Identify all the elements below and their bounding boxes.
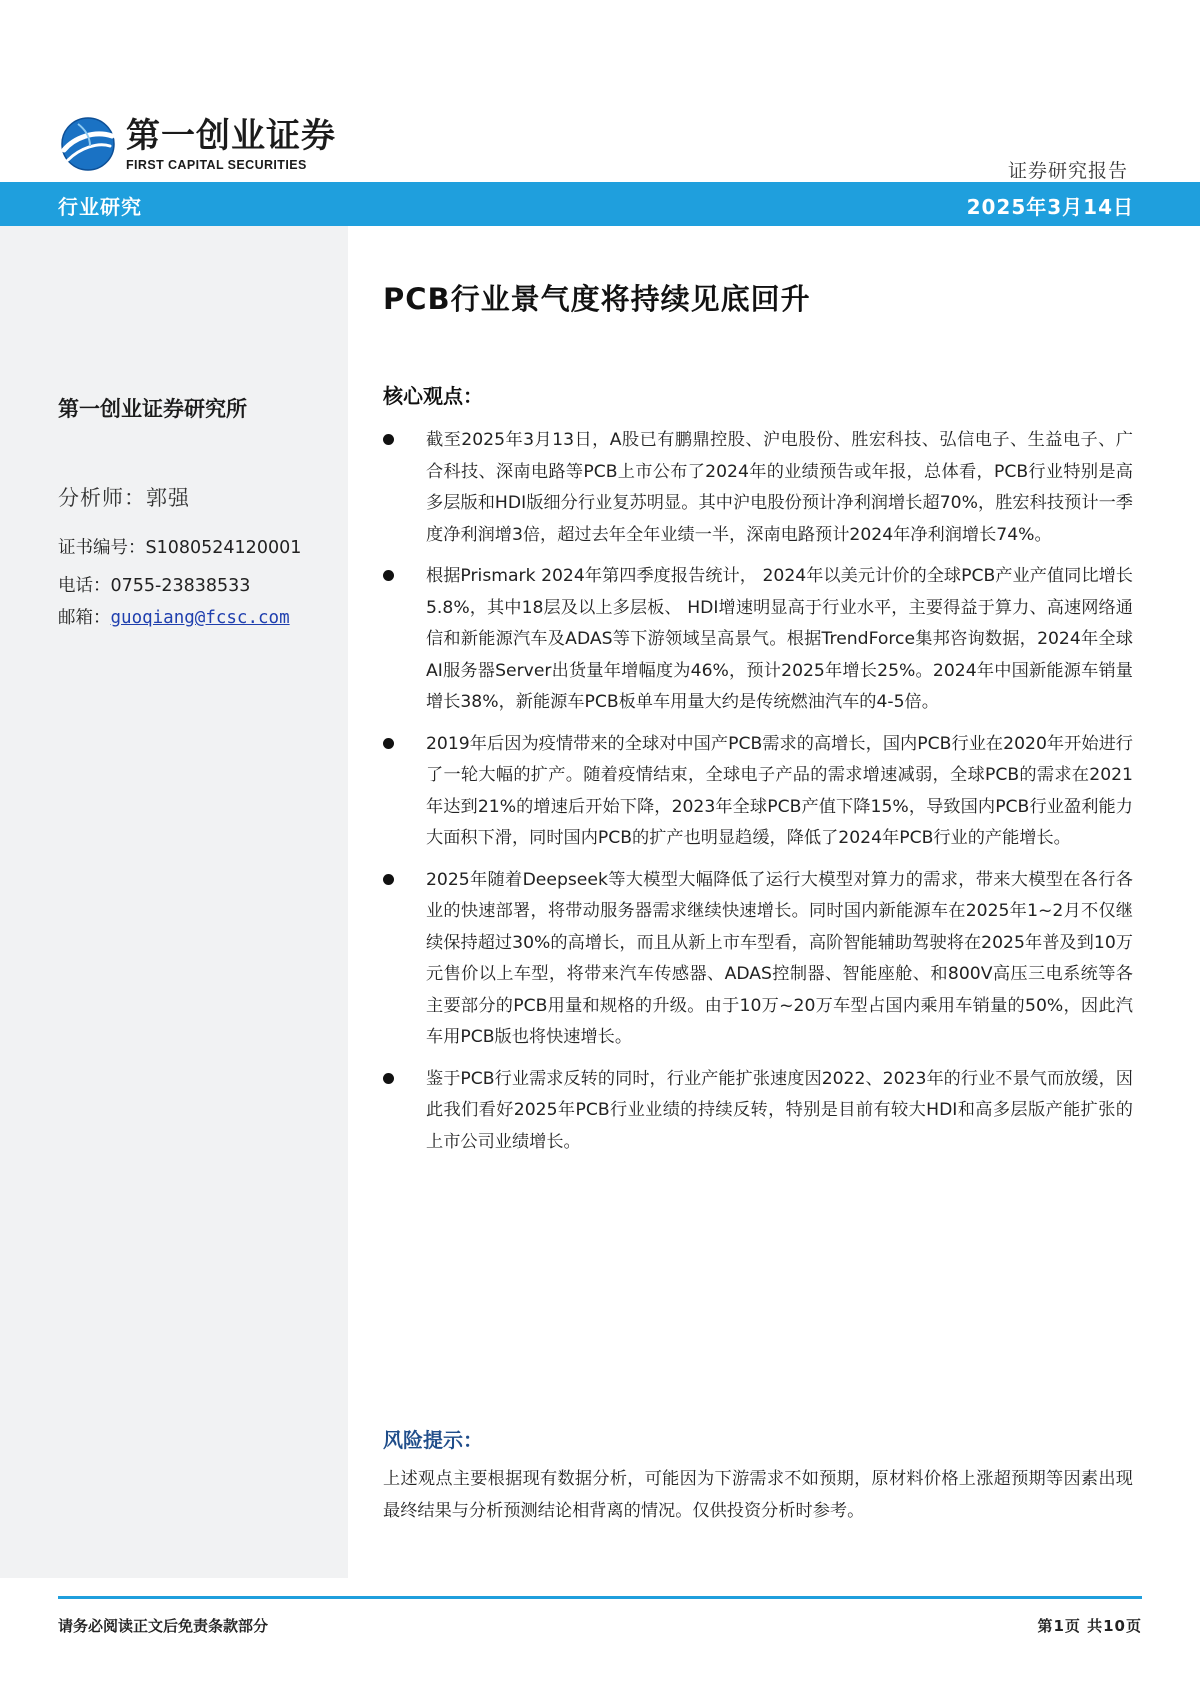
footer-divider bbox=[58, 1596, 1142, 1599]
list-item bbox=[383, 425, 1133, 551]
page-indicator: 第1页 共10页 bbox=[1037, 1617, 1142, 1635]
research-institute: 第一创业证券研究所 bbox=[58, 396, 247, 421]
report-date: 2025年3月14日 bbox=[966, 195, 1134, 219]
bullet-icon bbox=[383, 738, 394, 749]
bullet-text: 截至2025年3月13日，A股已有鹏鼎控股、沪电股份、胜宏科技、弘信电子、生益电子、广合科技、深南电路等PCB上市公布了2024年的业绩预告或年报，总体看，PCB行业特别是高多层版和HDI版细分行业复苏明显。其中沪电股份预计净利润增长超70%，胜宏科技预计一季度净利润增3倍，超过去年全年业绩一半，深南电路预计2024年净利润增长74%。 bbox=[426, 430, 1133, 545]
logo-name-cn: 第一创业证券 bbox=[126, 116, 336, 156]
bullet-icon bbox=[383, 874, 394, 885]
globe-logo-icon bbox=[60, 116, 116, 172]
email-row bbox=[58, 604, 290, 629]
email-label: 邮箱： bbox=[58, 608, 111, 628]
email-link[interactable]: guoqiang@fcsc.com bbox=[110, 608, 290, 628]
phone-number: 电话：0755-23838533 bbox=[58, 576, 251, 596]
list-item bbox=[383, 729, 1133, 855]
core-views-list bbox=[383, 425, 1133, 1158]
list-item bbox=[383, 561, 1133, 719]
bullet-icon bbox=[383, 1073, 394, 1084]
logo-name-en: FIRST CAPITAL SECURITIES bbox=[126, 158, 307, 172]
header-band bbox=[0, 182, 1200, 226]
report-title: PCB行业景气度将持续见底回升 bbox=[383, 282, 811, 316]
list-item bbox=[383, 865, 1133, 1054]
footer-disclaimer: 请务必阅读正文后免责条款部分 bbox=[58, 1617, 269, 1635]
bullet-icon bbox=[383, 434, 394, 445]
sidebar-panel bbox=[0, 226, 348, 1578]
analyst-name: 分析师：郭强 bbox=[58, 486, 190, 510]
bullet-icon bbox=[383, 570, 394, 581]
risk-text: 上述观点主要根据现有数据分析，可能因为下游需求不如预期，原材料价格上涨超预期等因素出现最终结果与分析预测结论相背离的情况。仅供投资分析时参考。 bbox=[383, 1469, 1133, 1521]
bullet-text: 2025年随着Deepseek等大模型大幅降低了运行大模型对算力的需求，带来大模型在各行各业的快速部署，将带动服务器需求继续快速增长。同时国内新能源车在2025年1~2月不仅继续保持超过30%的高增长，而且从新上市车型看，高阶智能辅助驾驶将在2025年普及到10万元售价以上车型，将带来汽车传感器、ADAS控制器、智能座舱、和800V高压三电系统等各主要部分的PCB用量和规格的升级。由于10万~20万车型占国内乘用车销量的50%，因此汽车用PCB版也将快速增长。 bbox=[426, 869, 1133, 1047]
report-category: 行业研究 bbox=[58, 195, 142, 219]
bullet-text: 2019年后因为疫情带来的全球对中国产PCB需求的高增长，国内PCB行业在2020年开始进行了一轮大幅的扩产。随着疫情结束，全球电子产品的需求增速减弱，全球PCB的需求在2021年达到21%的增速后开始下降，2023年全球PCB产值下降15%，导致国内PCB行业盈利能力大面积下滑，同时国内PCB的扩产也明显趋缓，降低了2024年PCB行业的产能增长。 bbox=[426, 733, 1133, 848]
core-views-heading: 核心观点： bbox=[383, 384, 483, 408]
company-logo bbox=[60, 116, 380, 176]
certificate-number: 证书编号：S1080524120001 bbox=[58, 538, 302, 558]
report-type-label: 证券研究报告 bbox=[1007, 160, 1128, 182]
bullet-text: 根据Prismark 2024年第四季度报告统计， 2024年以美元计价的全球PCB产业产值同比增长5.8%，其中18层及以上多层板、 HDI增速明显高于行业水平，主要得益于算力、高速网络通信和新能源汽车及ADAS等下游领域呈高景气。根据TrendForce集邦咨询数据，2024年全球AI服务器Server出货量年增幅度为46%，预计2025年增长25%。2024年中国新能源车销量增长38%，新能源车PCB板单车用量大约是传统燃油汽车的4-5倍。 bbox=[426, 566, 1133, 712]
risk-heading: 风险提示： bbox=[383, 1428, 483, 1452]
list-item bbox=[383, 1064, 1133, 1159]
bullet-text: 鉴于PCB行业需求反转的同时，行业产能扩张速度因2022、2023年的行业不景气而放缓，因此我们看好2025年PCB行业业绩的持续反转，特别是目前有较大HDI和高多层版产能扩张的上市公司业绩增长。 bbox=[426, 1068, 1133, 1152]
